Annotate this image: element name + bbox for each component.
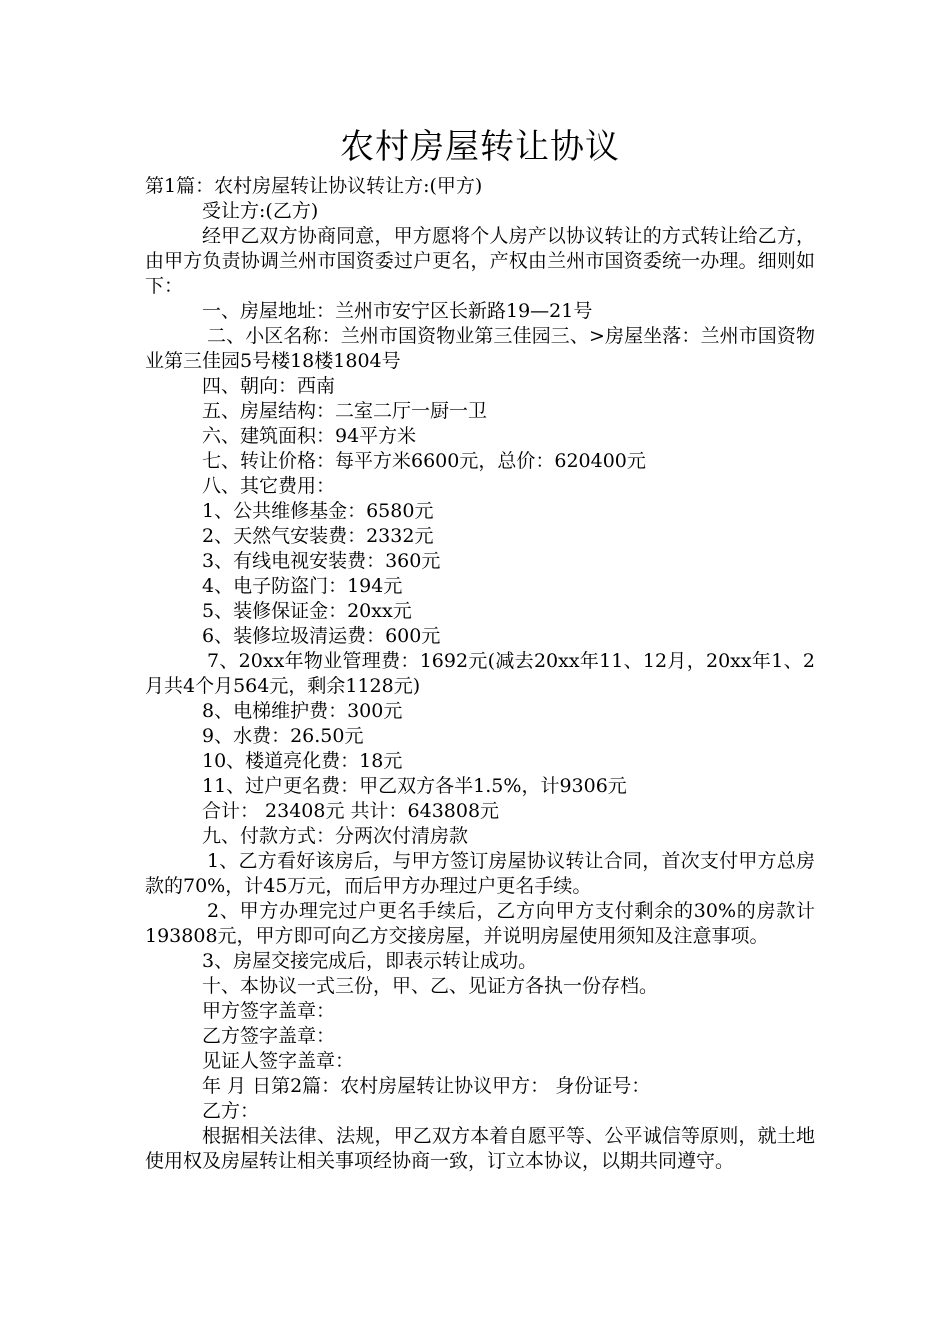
document-line: 3、房屋交接完成后，即表示转让成功。 [202,950,538,972]
document-line: 1、乙方看好该房后，与甲方签订房屋协议转让合同，首次支付甲方总房款的70%，计45万元，而后甲方办理过户更名手续。 [145,850,815,897]
document-line: 第1篇：农村房屋转让协议转让方:(甲方) [145,175,483,197]
document-line: 四、朝向：西南 [202,375,336,397]
document-line: 根据相关法律、法规，甲乙双方本着自愿平等、公平诚信等原则，就土地使用权及房屋转让相关事项经协商一致，订立本协议，以期共同遵守。 [145,1125,815,1172]
document-line: 9、水费：26.50元 [202,725,364,747]
document-line: 经甲乙双方协商同意，甲方愿将个人房产以协议转让的方式转让给乙方，由甲方负责协调兰州市国资委过户更名，产权由兰州市国资委统一办理。细则如下： [145,225,815,297]
document-line: 合计： 23408元 共计：643808元 [202,800,500,822]
document-line: 乙方签字盖章： [202,1025,336,1047]
document-line: 五、房屋结构：二室二厅一厨一卫 [202,400,488,422]
document-line: 六、建筑面积：94平方米 [202,425,417,447]
document-title: 农村房屋转让协议 [340,127,620,167]
document-body [145,174,815,1174]
document-line: 4、电子防盗门：194元 [202,575,403,597]
document-line: 甲方签字盖章： [202,1000,336,1022]
document-line: 1、公共维修基金：6580元 [202,500,434,522]
document-line: 二、小区名称：兰州市国资物业第三佳园三、>房屋坐落：兰州市国资物业第三佳园5号楼18楼1804号 [145,325,815,372]
document-line: 受让方:(乙方) [202,200,319,222]
document-line: 九、付款方式：分两次付清房款 [202,825,469,847]
document-line: 10、楼道亮化费：18元 [202,750,403,772]
document-line: 7、20xx年物业管理费：1692元(减去20xx年11、12月，20xx年1、2月共4个月564元，剩余1128元) [145,650,815,697]
document-line: 乙方： [202,1100,260,1122]
document-line: 年 月 日第2篇：农村房屋转让协议甲方： 身份证号： [202,1075,651,1097]
document-line: 6、装修垃圾清运费：600元 [202,625,441,647]
document-line: 2、甲方办理完过户更名手续后，乙方向甲方支付剩余的30%的房款计193808元，甲方即可向乙方交接房屋，并说明房屋使用须知及注意事项。 [145,900,815,947]
document-line: 3、有线电视安装费：360元 [202,550,441,572]
document-page [145,122,815,1174]
document-line: 8、电梯维护费：300元 [202,700,403,722]
document-line: 11、过户更名费：甲乙双方各半1.5%，计9306元 [202,775,627,797]
document-line: 5、装修保证金：20xx元 [202,600,412,622]
document-line: 见证人签字盖章： [202,1050,355,1072]
document-line: 2、天然气安装费：2332元 [202,525,434,547]
document-line: 一、房屋地址：兰州市安宁区长新路19—21号 [202,300,593,322]
document-line: 八、其它费用： [202,475,336,497]
document-line: 十、本协议一式三份，甲、乙、见证方各执一份存档。 [202,975,659,997]
document-line: 七、转让价格：每平方米6600元，总价：620400元 [202,450,646,472]
